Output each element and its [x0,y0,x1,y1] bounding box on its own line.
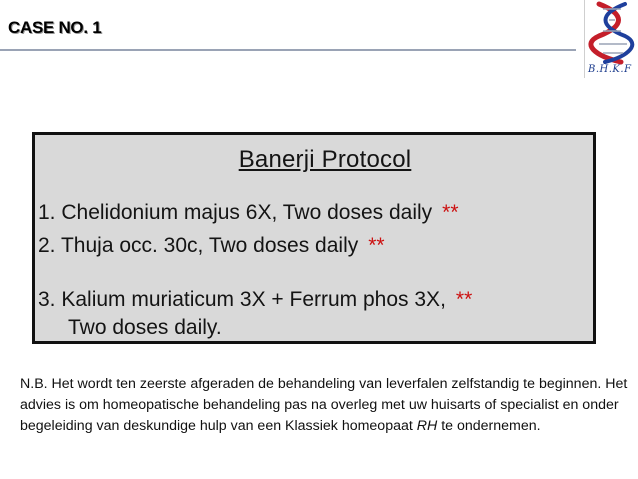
disclaimer-emphasis: RH [416,418,438,434]
title-divider [0,49,576,51]
protocol-item-2-marker: ** [368,234,385,257]
protocol-item-3-text: 3. Kalium muriaticum 3X + Ferrum phos 3X, [38,288,446,311]
logo-wordmark: B.H.K.F [588,64,632,75]
case-title: CASE NO. 1 [8,18,102,37]
protocol-item-3 [38,288,472,312]
disclaimer-text-before: N.B. Het wordt ten zeerste afgeraden de behandeling van leverfalen zelfstandig te beginnen. Het advies is om homeopatische behandeling pas na overleg met uw huisarts of specialist en onder begeleiding van deskundige hulp van een Klassiek homeopaat [20,376,628,434]
protocol-item-3-marker: ** [455,288,473,311]
protocol-box [32,132,596,344]
protocol-title: Banerji Protocol [238,146,412,173]
protocol-item-2-text: 2. Thuja occ. 30c, Two doses daily [38,234,359,257]
disclaimer-text-after: te ondernemen. [437,418,541,434]
disclaimer-note [20,374,630,437]
dna-helix-icon [585,0,638,66]
protocol-item-3-continuation: Two doses daily. [68,316,222,339]
protocol-item-2 [38,234,385,258]
protocol-item-1-marker: ** [442,201,459,224]
protocol-item-1-text: 1. Chelidonium majus 6X, Two doses daily [38,201,433,224]
protocol-item-1 [38,201,459,225]
